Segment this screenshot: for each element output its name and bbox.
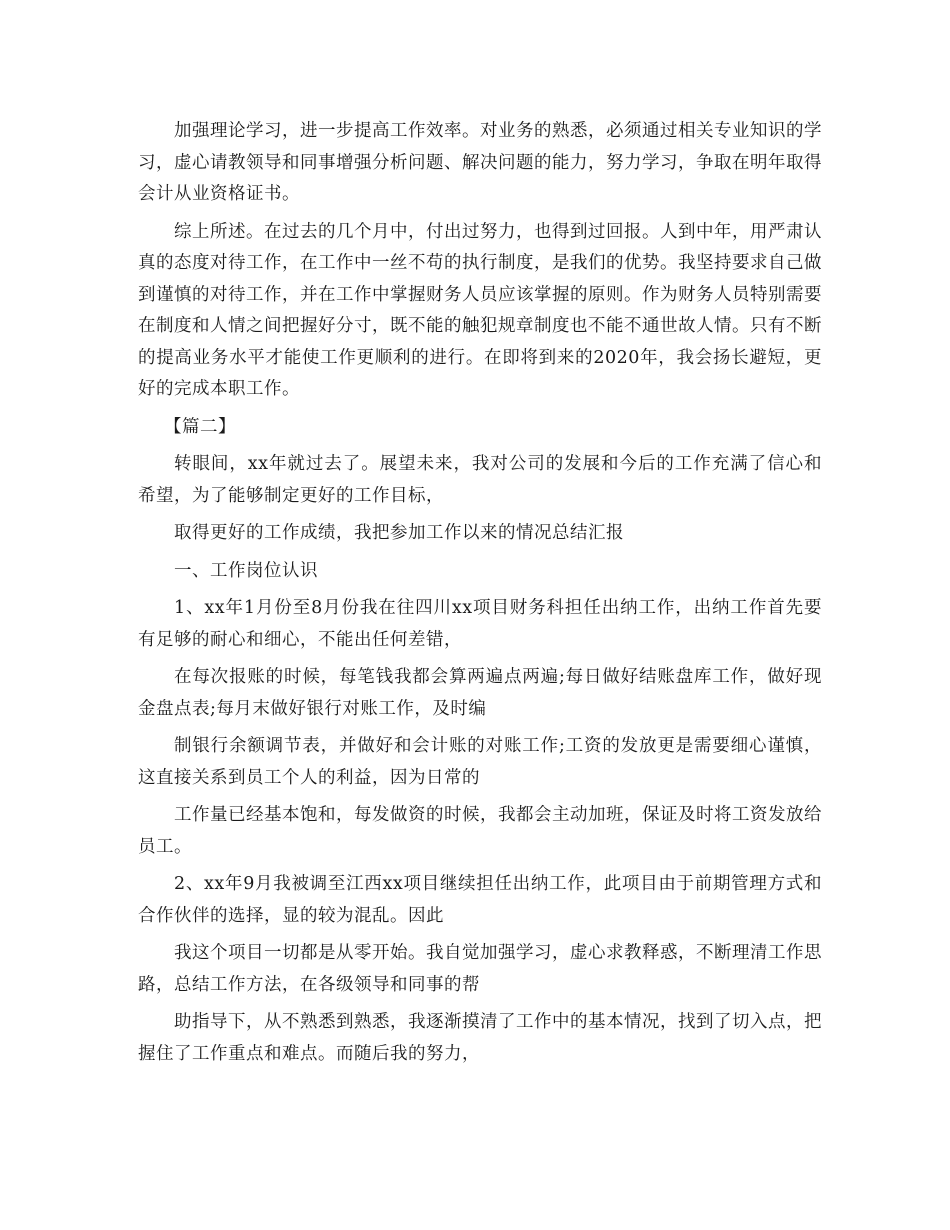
paragraph-item-2: 2、xx年9月我被调至江西xx项目继续担任出纳工作，此项目由于前期管理方式和合作伙伴的选择，显的较为混乱。因此	[138, 874, 822, 926]
paragraph-item-1-cont-a: 在每次报账的时候，每笔钱我都会算两遍点两遍;每日做好结账盘库工作，做好现金盘点表;每月末做好银行对账工作，及时编	[138, 667, 822, 719]
subheading-job-role: 一、工作岗位认识	[174, 560, 318, 581]
paragraph-summary: 综上所述。在过去的几个月中，付出过努力，也得到过回报。人到中年，用严肃认真的态度对待工作，在工作中一丝不苟的执行制度，是我们的优势。我坚持要求自己做到谨慎的对待工作，并在工作中掌握财务人员应该掌握的原则。作为财务人员特别需要在制度和人情之间把握好分寸，既不能的触犯规章制度也不能不通世故人情。只有不断的提高业务水平才能使工作更顺利的进行。在即将到来的2020年，我会扬长避短，更好的完成本职工作。	[138, 221, 822, 399]
paragraph-item-1-cont-c: 工作量已经基本饱和，每发做资的时候，我都会主动加班，保证及时将工资发放给员工。	[138, 805, 822, 857]
paragraph-item-2-cont-a: 我这个项目一切都是从零开始。我自觉加强学习，虚心求教释惑，不断理清工作思路，总结工作方法，在各级领导和同事的帮	[138, 943, 822, 995]
paragraph-item-2-cont-b: 助指导下，从不熟悉到熟悉，我逐渐摸清了工作中的基本情况，找到了切入点，把握住了工作重点和难点。而随后我的努力，	[138, 1012, 822, 1064]
paragraph-intro-cont: 取得更好的工作成绩，我把参加工作以来的情况总结汇报	[174, 523, 624, 543]
section-heading: 【篇二】	[164, 416, 236, 437]
paragraph-intro: 转眼间，xx年就过去了。展望未来，我对公司的发展和今后的工作充满了信心和希望，为了能够制定更好的工作目标，	[138, 454, 822, 506]
paragraph-item-1-cont-b: 制银行余额调节表，并做好和会计账的对账工作;工资的发放更是需要细心谨慎，这直接关系到员工个人的利益，因为日常的	[138, 736, 822, 788]
paragraph-item-1: 1、xx年1月份至8月份我在往四川xx项目财务科担任出纳工作，出纳工作首先要有足够的耐心和细心，不能出任何差错，	[138, 598, 822, 650]
paragraph-study: 加强理论学习，进一步提高工作效率。对业务的熟悉，必须通过相关专业知识的学习，虚心请教领导和同事增强分析问题、解决问题的能力，努力学习，争取在明年取得会计从业资格证书。	[138, 121, 822, 204]
